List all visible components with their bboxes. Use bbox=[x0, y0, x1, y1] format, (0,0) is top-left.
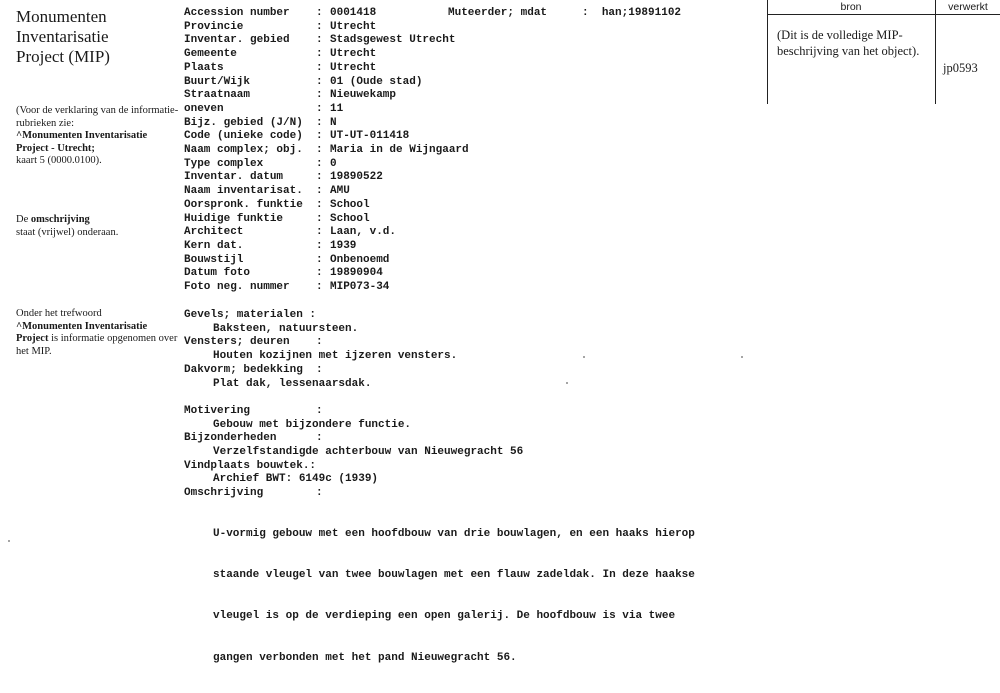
box-divider-middle bbox=[935, 0, 936, 104]
section-heading-vindplaats: Vindplaats bouwtek.: bbox=[184, 459, 317, 472]
section-body-vindplaats: Archief BWT: 6149c (1939) bbox=[213, 473, 379, 486]
field-value: Maria in de Wijngaard bbox=[330, 144, 469, 157]
note-keyword-bold: ^Monumenten Inventarisatie Project bbox=[16, 320, 148, 344]
field-label: Foto neg. nummer bbox=[184, 281, 290, 294]
field-value: 19890904 bbox=[330, 267, 383, 280]
field-label: Huidige funktie bbox=[184, 212, 284, 225]
field-row bbox=[184, 281, 469, 295]
note-description-pre: De bbox=[16, 214, 31, 225]
box-divider-left bbox=[767, 0, 768, 104]
section-heading-omschrijving: Omschrijving : bbox=[184, 487, 323, 500]
field-value: Stadsgewest Utrecht bbox=[330, 34, 456, 47]
field-label: Inventar. gebied bbox=[184, 34, 290, 47]
field-separator: : bbox=[316, 48, 323, 61]
field-label: Gemeente bbox=[184, 48, 237, 61]
field-value: School bbox=[330, 198, 370, 211]
mutator-value: han;19891102 bbox=[601, 7, 682, 19]
field-value: 19890522 bbox=[330, 171, 383, 184]
field-value: 1939 bbox=[330, 239, 357, 252]
field-row bbox=[184, 171, 469, 185]
field-separator: : bbox=[316, 34, 323, 47]
note-keyword-pre: Onder het trefwoord bbox=[16, 308, 102, 319]
field-label: Plaats bbox=[184, 61, 224, 74]
field-separator: : bbox=[316, 185, 323, 198]
field-separator: : bbox=[316, 7, 323, 19]
section-heading-motivering: Motivering : bbox=[184, 404, 323, 417]
section-heading-dakvorm: Dakvorm; bedekking : bbox=[184, 363, 323, 376]
scan-speck bbox=[583, 356, 585, 358]
description-line: vleugel is op de verdieping een open galerij. De hoofdbouw is via twee bbox=[213, 610, 676, 623]
field-separator: : bbox=[316, 281, 323, 294]
field-separator: : bbox=[316, 267, 323, 280]
note-legend-link: ^Monumenten Inventarisatie Project - Utrecht; bbox=[16, 130, 148, 154]
page-title: Monumenten Inventarisatie Project (MIP) bbox=[16, 7, 110, 66]
section-heading-bijzonderheden: Bijzonderheden : bbox=[184, 432, 323, 445]
field-row bbox=[184, 76, 469, 90]
info-note-keyword bbox=[16, 308, 181, 358]
field-row bbox=[184, 158, 469, 172]
info-note-legend bbox=[16, 105, 181, 168]
note-description-bold: omschrijving bbox=[30, 214, 90, 225]
field-label: Provincie bbox=[184, 20, 244, 33]
field-label: Accession number bbox=[184, 7, 290, 19]
note-description-tail: staat (vrijwel) onderaan. bbox=[16, 226, 119, 238]
field-value: Utrecht bbox=[330, 61, 377, 74]
field-separator: : bbox=[316, 212, 323, 225]
field-value: 01 (Oude stad) bbox=[330, 75, 423, 88]
field-row bbox=[184, 34, 469, 48]
field-label: Datum foto bbox=[184, 267, 251, 280]
section-gap bbox=[184, 391, 744, 405]
field-value: 11 bbox=[330, 102, 344, 115]
field-row bbox=[184, 89, 469, 103]
scan-speck bbox=[741, 356, 743, 358]
section-heading-gevels: Gevels; materialen : bbox=[184, 309, 317, 321]
field-row bbox=[184, 21, 469, 35]
description-sections bbox=[184, 309, 744, 693]
field-label: Bouwstijl bbox=[184, 253, 244, 266]
field-row bbox=[184, 199, 469, 213]
field-row bbox=[184, 117, 469, 131]
note-keyword-tail: is informatie opgenomen over het MIP. bbox=[16, 333, 178, 357]
section-body-vensters: Houten kozijnen met ijzeren vensters. bbox=[213, 350, 458, 363]
field-value: Utrecht bbox=[330, 20, 377, 33]
field-separator: : bbox=[316, 130, 323, 143]
mutator-field bbox=[448, 7, 681, 21]
field-separator: : bbox=[316, 253, 323, 266]
field-separator: : bbox=[316, 198, 323, 211]
field-separator: : bbox=[316, 116, 323, 129]
field-label: Naam inventarisat. bbox=[184, 185, 303, 198]
field-separator: : bbox=[316, 226, 323, 239]
field-value: Utrecht bbox=[330, 48, 377, 61]
field-value: School bbox=[330, 212, 370, 225]
field-row bbox=[184, 213, 469, 227]
section-body-dakvorm: Plat dak, lessenaarsdak. bbox=[213, 377, 372, 390]
field-value: N bbox=[330, 116, 337, 129]
info-note-description bbox=[16, 214, 181, 239]
description-line: gangen verbonden met het pand Nieuwegracht 56. bbox=[213, 651, 517, 664]
field-separator: : bbox=[316, 75, 323, 88]
section-body-motivering: Gebouw met bijzondere functie. bbox=[213, 418, 412, 431]
field-row bbox=[184, 267, 469, 281]
scan-speck bbox=[566, 382, 568, 384]
field-value: 0001418 bbox=[330, 7, 377, 19]
field-value: 0 bbox=[330, 157, 337, 170]
field-row bbox=[184, 7, 469, 21]
field-label: oneven bbox=[184, 102, 224, 115]
field-separator: : bbox=[316, 61, 323, 74]
field-separator: : bbox=[316, 89, 323, 102]
scan-speck bbox=[8, 540, 10, 542]
verwerkt-code: jp0593 bbox=[943, 61, 978, 75]
field-separator: : bbox=[316, 239, 323, 252]
field-value: Laan, v.d. bbox=[330, 226, 397, 239]
field-value: Nieuwekamp bbox=[330, 89, 397, 102]
field-separator: : bbox=[316, 171, 323, 184]
field-label: Inventar. datum bbox=[184, 171, 284, 184]
field-label: Code (unieke code) bbox=[184, 130, 303, 143]
field-label: Straatnaam bbox=[184, 89, 251, 102]
field-label: Type complex bbox=[184, 157, 264, 170]
field-row bbox=[184, 103, 469, 117]
field-separator: : bbox=[316, 20, 323, 33]
description-line: staande vleugel van twee bouwlagen met een flauw zadeldak. In deze haakse bbox=[213, 569, 695, 582]
field-separator: : bbox=[316, 102, 323, 115]
description-line: U-vormig gebouw met een hoofdbouw van drie bouwlagen, en een haaks hierop bbox=[213, 528, 695, 541]
field-row bbox=[184, 185, 469, 199]
field-label: Bijz. gebied (J/N) bbox=[184, 116, 303, 129]
field-separator: : bbox=[316, 157, 323, 170]
field-row bbox=[184, 130, 469, 144]
field-label: Buurt/Wijk bbox=[184, 75, 251, 88]
field-label: Architect bbox=[184, 226, 244, 239]
field-row bbox=[184, 226, 469, 240]
box-header-rule bbox=[767, 14, 1000, 15]
field-row bbox=[184, 62, 469, 76]
section-heading-vensters: Vensters; deuren : bbox=[184, 336, 323, 349]
mutator-label: Muteerder; mdat bbox=[448, 7, 548, 19]
note-legend-intro: (Voor de verklaring van de informatie-rubrieken zie: bbox=[16, 105, 179, 129]
field-value: AMU bbox=[330, 185, 350, 198]
mutator-separator: : bbox=[582, 7, 602, 19]
field-value: UT-UT-011418 bbox=[330, 130, 410, 143]
note-legend-tail: kaart 5 (0000.0100). bbox=[16, 155, 102, 166]
section-body-bijzonderheden: Verzelfstandigde achterbouw van Nieuwegracht 56 bbox=[213, 446, 524, 459]
field-row bbox=[184, 254, 469, 268]
bron-text: (Dit is de volledige MIP-beschrijving van het object). bbox=[777, 28, 920, 58]
section-body-omschrijving bbox=[184, 501, 744, 693]
field-label: Kern dat. bbox=[184, 239, 244, 252]
field-list bbox=[184, 7, 469, 295]
field-row bbox=[184, 144, 469, 158]
verwerkt-column-header: verwerkt bbox=[948, 1, 988, 13]
field-row bbox=[184, 240, 469, 254]
field-label: Oorspronk. funktie bbox=[184, 198, 303, 211]
field-label: Naam complex; obj. bbox=[184, 144, 303, 157]
field-row bbox=[184, 48, 469, 62]
section-body-gevels: Baksteen, natuursteen. bbox=[213, 322, 359, 335]
field-value: MIP073-34 bbox=[330, 281, 390, 294]
field-separator: : bbox=[316, 144, 323, 157]
field-value: Onbenoemd bbox=[330, 253, 390, 266]
bron-column-header: bron bbox=[840, 1, 862, 13]
